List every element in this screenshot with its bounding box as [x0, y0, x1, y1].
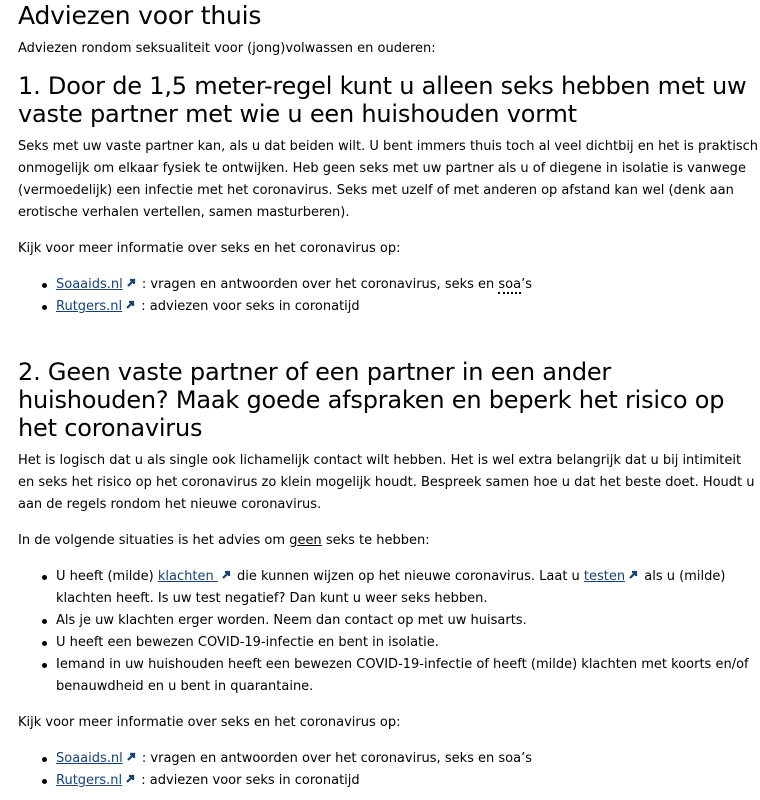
- page-title: Adviezen voor thuis: [18, 1, 262, 30]
- section2-body: Het is logisch dat u als single ook lichamelijk contact wilt hebben. Het is wel extra belangrijk dat u bij intimiteit en seks het risico op het coronavirus zo klein mogelijk houdt. Bespreek samen hoe u dat het beste doet. Houdt u aan de regels rondom het nieuwe coronavirus.: [18, 453, 755, 512]
- external-link-icon: [125, 277, 137, 289]
- list-item: U heeft een bewezen COVID-19-infectie en bent in isolatie.: [56, 632, 756, 654]
- link-description: : vragen en antwoorden over het coronavirus, seks en soa’s: [137, 751, 532, 766]
- list-item: [56, 274, 760, 296]
- external-link-icon: [220, 569, 232, 581]
- list-item: [56, 748, 760, 770]
- intro-text: Adviezen rondom seksualiteit voor (jong)volwassen en ouderen:: [18, 41, 436, 56]
- soa-abbreviation[interactable]: soa: [498, 277, 522, 292]
- list-item: Als je uw klachten erger worden. Neem dan contact op met uw huisarts.: [56, 610, 756, 632]
- link-description-suffix: ’s: [521, 277, 533, 292]
- situations-text-end: seks te hebben:: [321, 533, 430, 548]
- section1-body: Seks met uw vaste partner kan, als u dat beiden wilt. U bent immers thuis toch al veel dichtbij en het is praktisch onmogelijk om elkaar fysiek te ontwijken. Heb geen seks met uw partner als u of diegene in isolatie is vanwege (vermoedelijk) een infectie met het coronavirus. Seks met uzelf of met anderen op afstand kan wel (denk aan erotische verhalen vertellen, samen masturberen).: [18, 139, 759, 220]
- bullet-text: die kunnen wijzen op het nieuwe coronavirus. Laat u: [232, 569, 584, 584]
- section1-link-list: [18, 274, 760, 318]
- situations-emphasis: geen: [289, 533, 322, 548]
- section2-bullet-list: [18, 566, 756, 698]
- list-item: [56, 566, 756, 610]
- list-item: Iemand in uw huishouden heeft een bewezen COVID-19-infectie of heeft (milde) klachten met koorts en/of benauwdheid en u bent in quarantaine.: [56, 654, 756, 698]
- section2-more-info: Kijk voor meer informatie over seks en het coronavirus op:: [18, 715, 401, 730]
- list-item: [56, 296, 760, 318]
- link-description: : adviezen voor seks in coronatijd: [137, 773, 360, 788]
- section2-situations: [18, 530, 760, 552]
- section2-link-list: [18, 748, 760, 792]
- section2-heading: 2. Geen vaste partner of een partner in een ander huishouden? Maak goede afspraken en beperk het risico op het coronavirus: [18, 358, 725, 442]
- section1-more-info: Kijk voor meer informatie over seks en het coronavirus op:: [18, 241, 401, 256]
- external-link-icon: [627, 569, 639, 581]
- bullet-text: U heeft (milde): [56, 569, 158, 584]
- soaaids-link[interactable]: Soaaids.nl: [56, 751, 123, 766]
- external-link-icon: [125, 751, 137, 763]
- link-description: : adviezen voor seks in coronatijd: [137, 299, 360, 314]
- external-link-icon: [124, 773, 136, 785]
- bullet-text: als u (milde) klachten heeft. Is uw test negatief? Dan kunt u weer seks hebben.: [56, 569, 726, 606]
- testen-link[interactable]: testen: [583, 569, 626, 584]
- link-description: : vragen en antwoorden over het coronavirus, seks en: [137, 277, 499, 292]
- soaaids-link[interactable]: Soaaids.nl: [56, 277, 123, 292]
- section1-heading: 1. Door de 1,5 meter-regel kunt u alleen seks hebben met uw vaste partner met wie u een huishouden vormt: [18, 72, 747, 128]
- rutgers-link[interactable]: Rutgers.nl: [56, 773, 123, 788]
- rutgers-link[interactable]: Rutgers.nl: [56, 299, 123, 314]
- external-link-icon: [124, 299, 136, 311]
- list-item: [56, 770, 760, 792]
- situations-text: In de volgende situaties is het advies om: [18, 533, 290, 548]
- klachten-link[interactable]: klachten: [157, 569, 218, 584]
